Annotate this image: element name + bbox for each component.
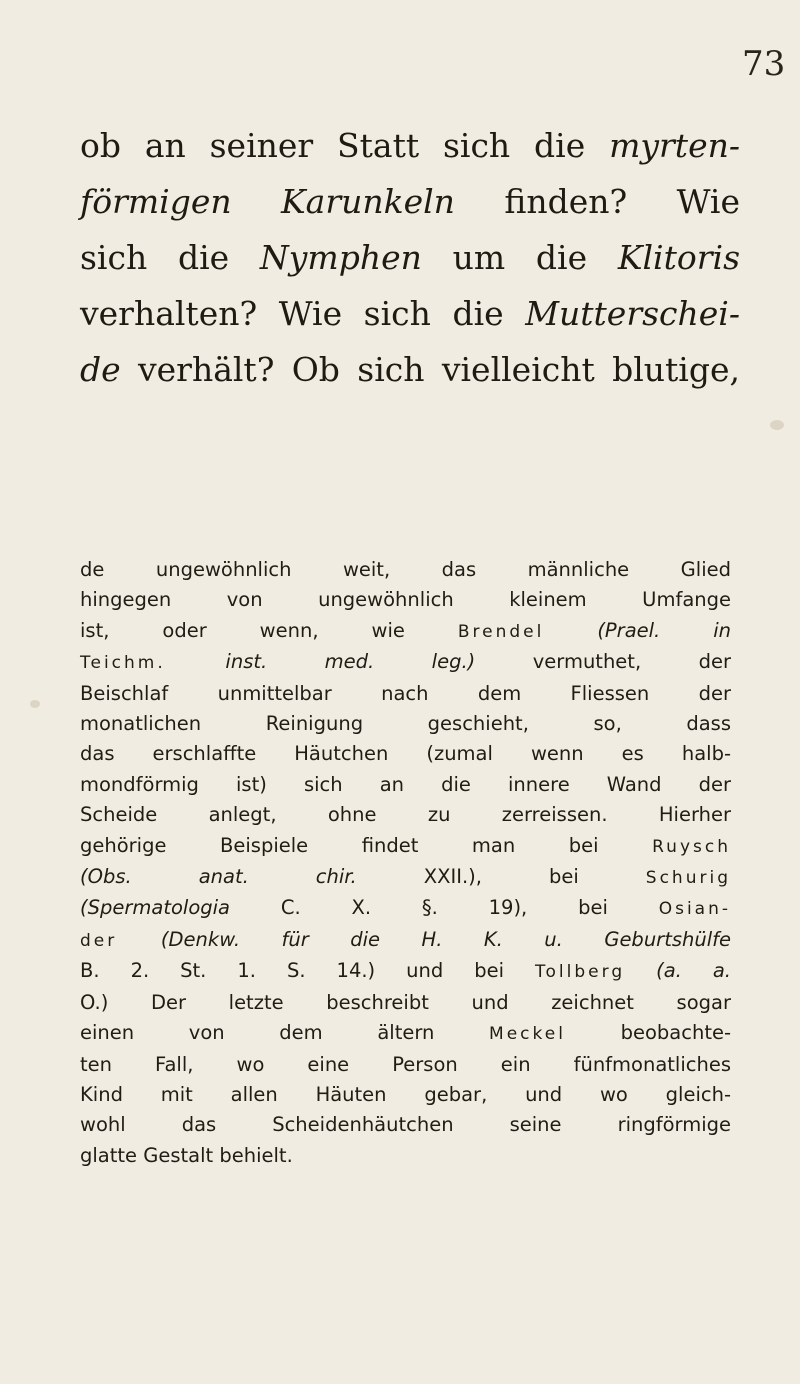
footnote-line: glatte Gestalt behielt. [80,1143,293,1167]
footnote-line: (Obs. anat. chir. XXII.), bei Schurig [80,865,731,889]
paper-stain [770,420,784,430]
footnote-line: mondförmig ist) sich an die innere Wand der [80,772,731,796]
text-line-2: förmigen Karunkeln finden? Wie [80,182,741,221]
text-line-1: ob an seiner Statt sich die myrten- [80,126,740,165]
footnote-line: ten Fall, wo eine Person ein fünfmonatliches [80,1052,731,1076]
page-number: 73 [742,44,786,84]
footnote-line: Beischlaf unmittelbar nach dem Fliessen der [80,681,731,705]
text-line-5: de verhält? Ob sich vielleicht blutige, [80,350,740,389]
footnote-line: B. 2. St. 1. S. 14.) und bei Tollberg (a. a. [80,959,732,983]
footnote-line: wohl das Scheidenhäutchen seine ringförmige [80,1113,731,1137]
text-line-4: verhalten? Wie sich die Mutterschei- [80,294,740,333]
footnote-line: Scheide anlegt, ohne zu zerreissen. Hierher [80,803,731,827]
footnote-line: gehörige Beispiele findet man bei Ruysch [80,833,731,857]
footnote-line: hingegen von ungewöhnlich kleinem Umfange [80,588,731,612]
footnote-line: de ungewöhnlich weit, das männliche Glied [80,558,731,581]
footnote-line: das erschlaffte Häutchen (zumal wenn es halb- [80,742,731,766]
footnote-line: monatlichen Reinigung geschieht, so, dass [80,712,731,736]
text-line-3: sich die Nymphen um die Klitoris [80,238,740,277]
footnote-line: ist, oder wenn, wie Brendel (Prael. in [80,618,732,642]
footnote-line: O.) Der letzte beschreibt und zeichnet sogar [80,990,731,1014]
footnote-line: Teichm. inst. med. leg.) vermuthet, der [80,650,731,674]
footnote-line: Kind mit allen Häuten gebar, und wo gleich- [80,1082,731,1106]
footnote [80,555,731,1171]
footnote-line: einen von dem ältern Meckel beobachte- [80,1021,731,1045]
paper-stain [30,700,40,708]
main-text [80,118,740,398]
footnote-line: (Spermatologia C. X. §. 19), bei Osian- [80,896,731,920]
footnote-line: der (Denkw. für die H. K. u. Geburtshülfe [80,927,731,951]
